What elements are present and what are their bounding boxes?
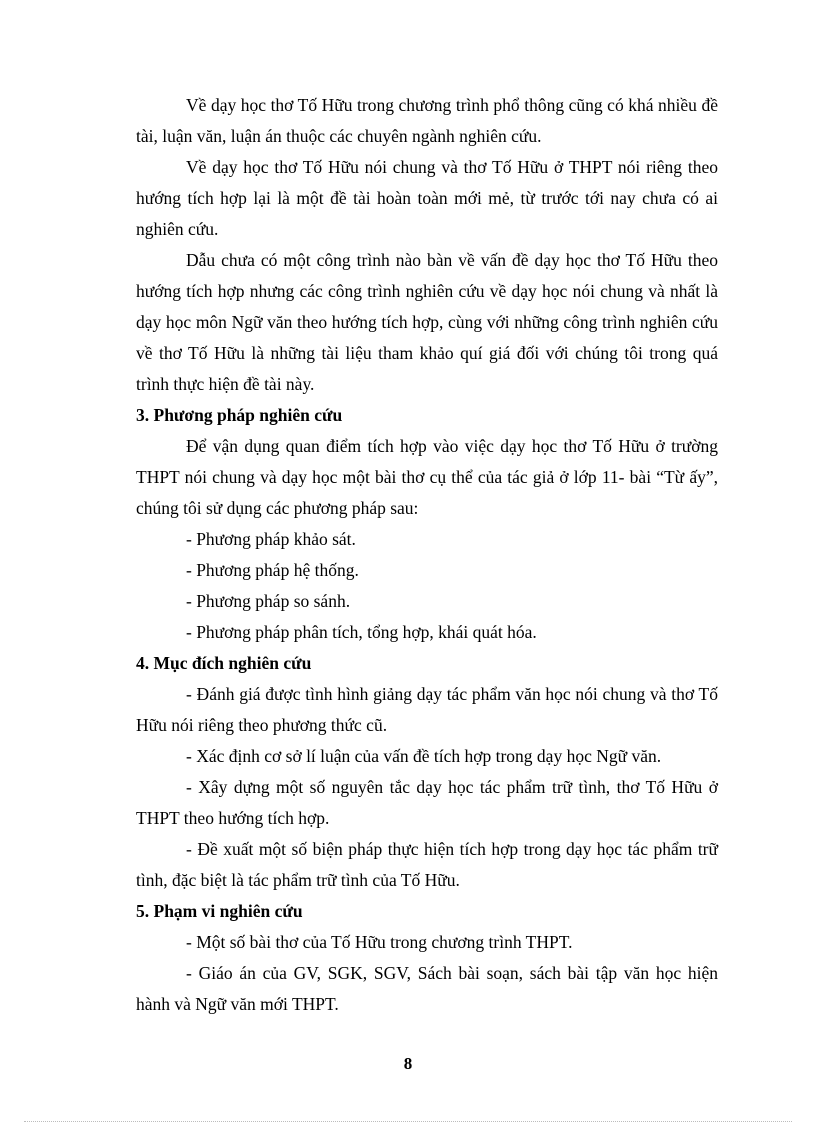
purpose-item-1: - Đánh giá được tình hình giảng dạy tác phẩm văn học nói chung và thơ Tố Hữu nói riêng theo phương thức cũ. <box>136 684 718 735</box>
page-bottom-divider <box>24 1121 792 1122</box>
method-item-2: - Phương pháp hệ thống. <box>186 560 359 580</box>
paragraph-intro-2: Về dạy học thơ Tố Hữu nói chung và thơ Tố Hữu ở THPT nói riêng theo hướng tích hợp lại là một đề tài hoàn toàn mới mẻ, từ trước tới nay chưa có ai nghiên cứu. <box>136 157 718 239</box>
purpose-item-3: - Xây dựng một số nguyên tắc dạy học tác phẩm trữ tình, thơ Tố Hữu ở THPT theo hướng tích hợp. <box>136 777 718 828</box>
paragraph-intro-1: Về dạy học thơ Tố Hữu trong chương trình phổ thông cũng có khá nhiều đề tài, luận văn, luận án thuộc các chuyên ngành nghiên cứu. <box>136 95 718 146</box>
purpose-item-4: - Đề xuất một số biện pháp thực hiện tích hợp trong dạy học tác phẩm trữ tình, đặc biệt là tác phẩm trữ tình của Tố Hữu. <box>136 839 718 890</box>
section-3-intro: Để vận dụng quan điểm tích hợp vào việc dạy học thơ Tố Hữu ở trường THPT nói chung và dạy học một bài thơ cụ thể của tác giả ở lớp 11- bài “Từ ấy”, chúng tôi sử dụng các phương pháp sau: <box>136 436 718 518</box>
section-4-heading: 4. Mục đích nghiên cứu <box>136 653 312 673</box>
section-5-heading: 5. Phạm vi nghiên cứu <box>136 901 303 921</box>
scope-item-2: - Giáo án của GV, SGK, SGV, Sách bài soạn, sách bài tập văn học hiện hành và Ngữ văn mới THPT. <box>136 963 718 1014</box>
scope-item-1: - Một số bài thơ của Tố Hữu trong chương trình THPT. <box>186 932 573 952</box>
method-item-4: - Phương pháp phân tích, tổng hợp, khái quát hóa. <box>186 622 537 642</box>
purpose-item-2: - Xác định cơ sở lí luận của vấn đề tích hợp trong dạy học Ngữ văn. <box>186 746 662 766</box>
method-item-1: - Phương pháp khảo sát. <box>186 529 356 549</box>
method-item-3: - Phương pháp so sánh. <box>186 591 351 611</box>
paragraph-intro-3: Dẫu chưa có một công trình nào bàn về vấn đề dạy học thơ Tố Hữu theo hướng tích hợp nhưng các công trình nghiên cứu về dạy học nói chung và nhất là dạy học môn Ngữ văn theo hướng tích hợp, cùng với những công trình nghiên cứu về thơ Tố Hữu là những tài liệu tham khảo quí giá đối với chúng tôi trong quá trình thực hiện đề tài này. <box>136 250 718 394</box>
section-3-heading: 3. Phương pháp nghiên cứu <box>136 405 343 425</box>
page-content <box>136 90 718 1020</box>
page-number: 8 <box>403 1054 413 1073</box>
